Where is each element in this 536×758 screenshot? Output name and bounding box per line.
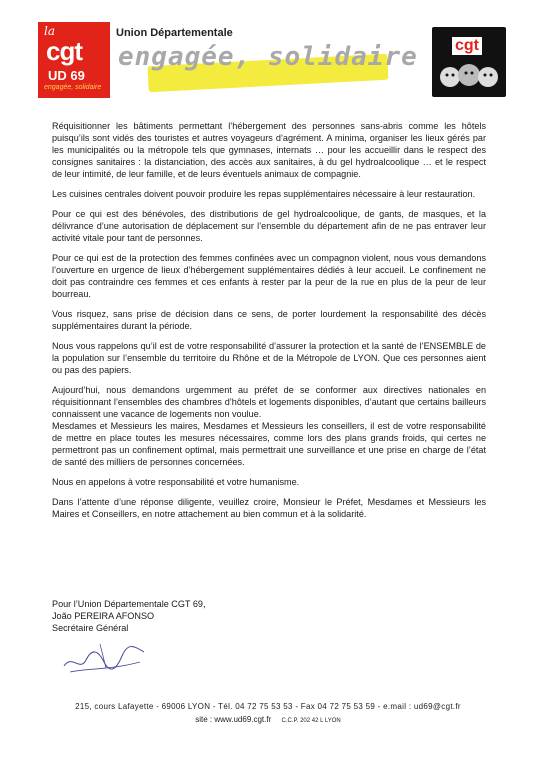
handwritten-signature [60,632,150,682]
paragraph: Les cuisines centrales doivent pouvoir produire les repas supplémentaires nécessaire à leur restauration. [52,189,476,199]
slogan: engagée, solidaire [118,42,418,72]
footer [0,702,536,724]
footer-site-line [0,715,536,724]
logo-ud-text: UD 69 [48,68,85,83]
paragraph: Aujourd’hui, nous demandons urgemment au préfet de se conformer aux directives nationales en réquisitionnant l’ensembles des chambres d’hôtels et logements disponibles, d’autant que certains bailleurs connaissent une vacance de logements non voulue. [52,385,486,419]
cgt-ud69-logo [38,22,110,98]
letterhead [0,0,536,112]
union-title: Union Départementale [116,27,233,39]
paragraph: Pour ce qui est des bénévoles, des distributions de gel hydroalcoolique, de gants, de masques, et la délivrance d’une autorisation de déplacement sur l’ensemble du département afin de ne pas entraver leur activité vitale pour tant de personnes. [52,209,486,243]
logo-tagline: engagée, solidaire [44,84,102,91]
paragraph: Pour ce qui est de la protection des femmes confinées avec un compagnon violent, nous vous demandons l’ouverture en urgence de lieux d’hébergement supplémentaires dédiés à leur accueil. Le confinement ne doit pas contraindre ces femmes et ces enfants à rester par la peur de la rue en plus de la peur de leur bourreau. [52,253,486,299]
logo-la-text: la [44,24,55,38]
paragraph: Vous risquez, sans prise de décision dans ce sens, de porter lourdement la responsabilité des décès supplémentaires durant la période. [52,309,486,331]
faces-icon [438,61,500,93]
letter-body [52,120,486,528]
paragraph: Mesdames et Messieurs les maires, Mesdames et Messieurs les conseillers, il est de votre responsabilité de mettre en place toutes les mesures nécessaires, comme lors des plans grands froids, qui certes ne permettront pas un confinement optimal, mais permettrait une surveillance et une prise en charge de l’état de santé des milliers de personnes concernées. [52,421,486,467]
paragraph: Réquisitionner les bâtiments permettant l’hébergement des personnes sans-abris comme les hôtels puisqu’ils sont vidés des touristes et autres voyageurs d’agrément. A minima, organiser les lieux gérés par les municipalités ou la métropole tels que gymnases, internats … pour les accueillir dans le respect des consignes sanitaires : la distanciation, des accès aux sanitaires, à du gel hydroalcoolique … et le respect de leur intimité, de leur famille, et de leurs éventuels animaux de compagnie. [52,121,486,179]
signature-org: Pour l’Union Départementale CGT 69, [52,599,206,609]
footer-ccp: C.C.P. 202 42 L LYON [281,718,341,724]
logo-cgt-text: cgt [46,36,82,66]
footer-site: site : www.ud69.cgt.fr [195,715,272,724]
paragraph: Dans l’attente d’une réponse diligente, veuillez croire, Monsieur le Préfet, Mesdames et Messieurs les Maires et Conseillers, en notre attachement au bien commun et à la solidarité. [52,497,486,519]
cgt-faces-logo [432,27,506,97]
signature-title: Secrétaire Général [52,623,129,633]
paragraph: Nous en appelons à votre responsabilité et votre humanisme. [52,477,300,487]
mini-cgt-logo: cgt [452,37,482,55]
footer-address: 215, cours Lafayette - 69006 LYON - Tél. 04 72 75 53 53 - Fax 04 72 75 53 59 - e.mail : ud69@cgt.fr [75,702,461,711]
paragraph: Nous vous rappelons qu’il est de votre responsabilité d’assurer la protection et la santé de l’ENSEMBLE de la population sur l’ensemble du territoire du Rhône et de la Métropole de LYON. Que ces personnes aient ou pas des papiers. [52,341,486,375]
signature-block [52,598,206,634]
signature-name: João PEREIRA AFONSO [52,611,155,621]
